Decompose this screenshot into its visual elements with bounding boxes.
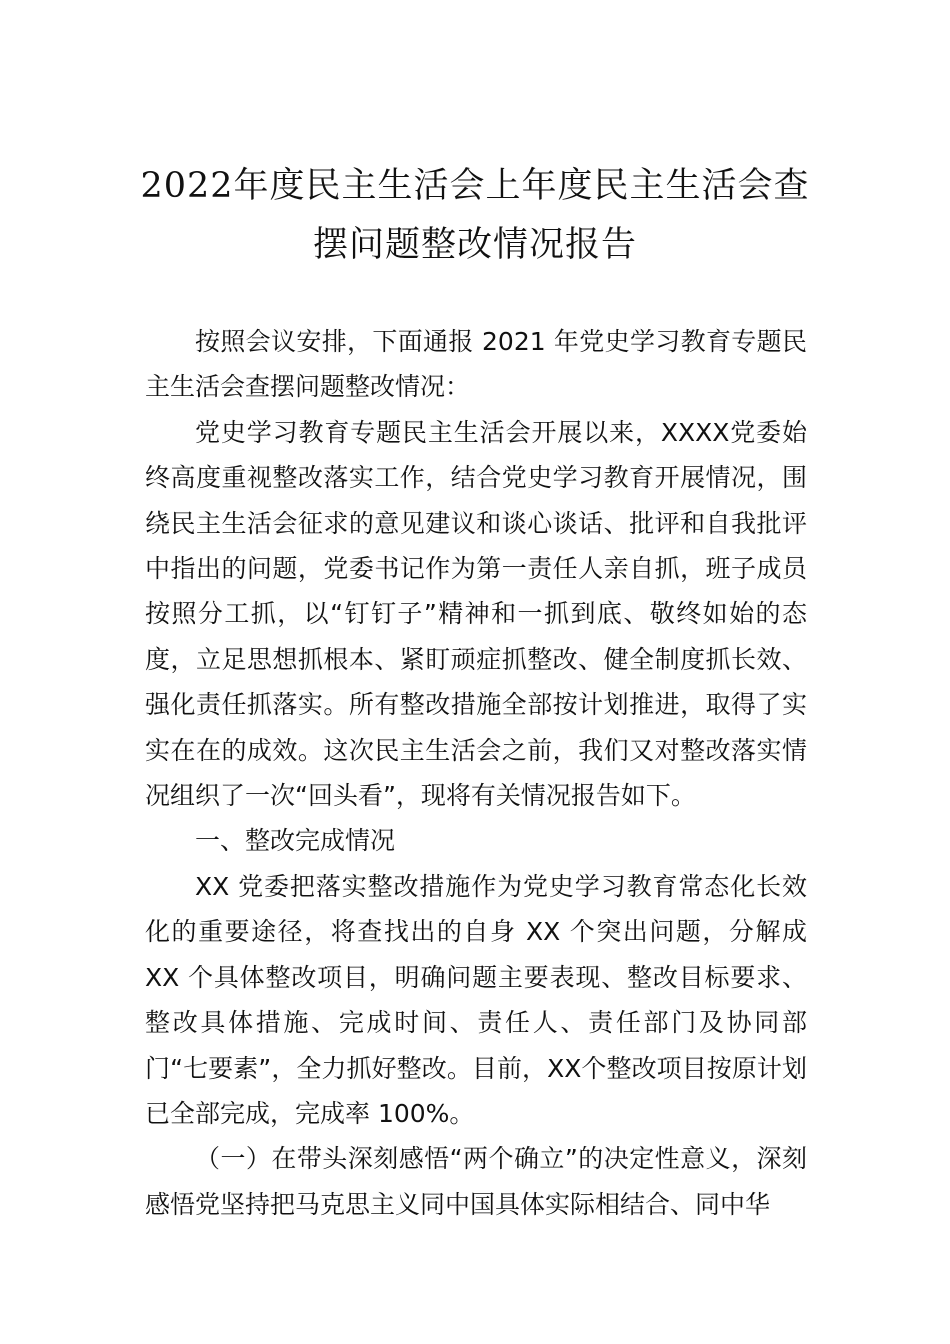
paragraph-completion: XX 党委把落实整改措施作为党史学习教育常态化长效化的重要途径，将查找出的自身 XX 个突出问题，分解成 XX 个具体整改项目，明确问题主要表现、整改目标要求、整改具体措施、完成时间、责任人、责任部门及协同部门“七要素”，全力抓好整改。目前，XX个整改项目按原计划已全部完成，完成率 100%。 <box>145 871 807 1128</box>
document-title-line-1: 2022年度民主生活会上年度民主生活会查 <box>140 166 810 206</box>
document-body <box>145 319 807 1227</box>
section-heading: 一、整改完成情况 <box>195 826 396 856</box>
paragraph-intro: 按照会议安排，下面通报 2021 年党史学习教育专题民主生活会查摆问题整改情况： <box>145 327 807 402</box>
paragraph-subsection-1: （一）在带头深刻感悟“两个确立”的决定性意义，深刻感悟党坚持把马克思主义同中国具体实际相结合、同中华 <box>145 1144 807 1219</box>
paragraph-overview: 党史学习教育专题民主生活会开展以来，XXXX党委始终高度重视整改落实工作，结合党史学习教育开展情况，围绕民主生活会征求的意见建议和谈心谈话、批评和自我批评中指出的问题，党委书记作为第一责任人亲自抓，班子成员按照分工抓，以“钉钉子”精神和一抓到底、敬终如始的态度，立足思想抓根本、紧盯顽症抓整改、健全制度抓长效、强化责任抓落实。所有整改措施全部按计划推进，取得了实实在在的成效。这次民主生活会之前，我们又对整改落实情况组织了一次“回头看”，现将有关情况报告如下。 <box>145 417 807 811</box>
document-title-line-2: 摆问题整改情况报告 <box>312 225 637 265</box>
